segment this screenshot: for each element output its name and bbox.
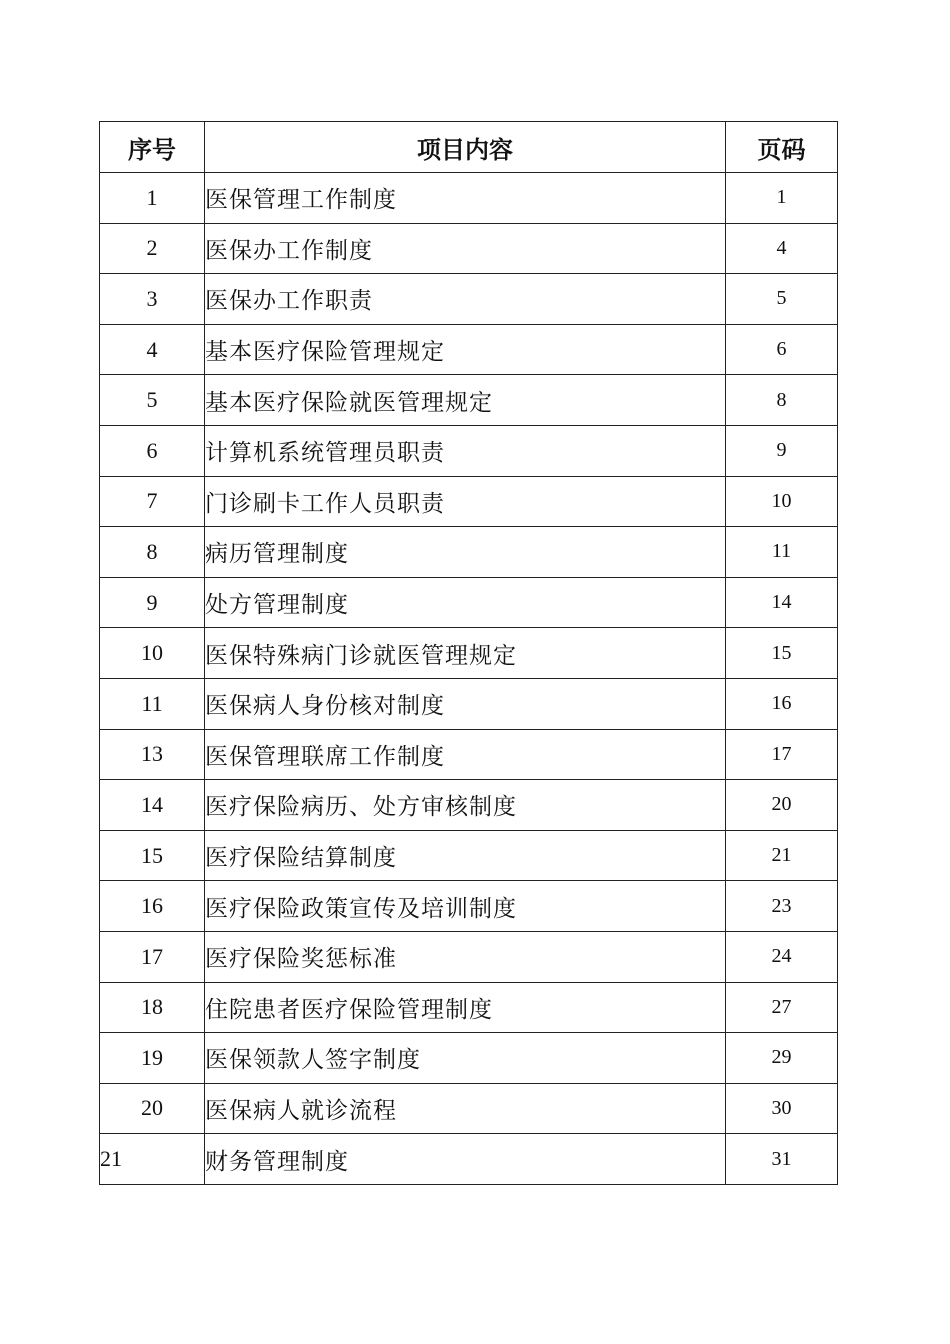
table-row (100, 628, 838, 679)
row-page: 10 (726, 476, 838, 527)
row-page: 14 (726, 577, 838, 628)
row-page: 11 (726, 527, 838, 578)
row-title: 医保领款人签字制度 (205, 1033, 726, 1084)
row-page: 8 (726, 375, 838, 426)
table-row (100, 375, 838, 426)
row-title: 基本医疗保险管理规定 (205, 324, 726, 375)
row-title: 医保病人就诊流程 (205, 1083, 726, 1134)
table-row (100, 476, 838, 527)
table-row (100, 324, 838, 375)
table-row (100, 527, 838, 578)
row-page: 27 (726, 982, 838, 1033)
row-page: 29 (726, 1033, 838, 1084)
row-page: 30 (726, 1083, 838, 1134)
table-row (100, 931, 838, 982)
row-page: 16 (726, 678, 838, 729)
row-index: 20 (100, 1083, 205, 1134)
row-index: 14 (100, 780, 205, 831)
row-index: 5 (100, 375, 205, 426)
table-row (100, 577, 838, 628)
header-page: 页码 (726, 122, 838, 173)
row-index: 19 (100, 1033, 205, 1084)
row-page: 6 (726, 324, 838, 375)
row-title: 医疗保险政策宣传及培训制度 (205, 881, 726, 932)
row-title: 医疗保险结算制度 (205, 830, 726, 881)
table-row (100, 1033, 838, 1084)
header-content: 项目内容 (205, 122, 726, 173)
row-index: 7 (100, 476, 205, 527)
row-page: 20 (726, 780, 838, 831)
row-title: 医保管理工作制度 (205, 173, 726, 224)
row-title: 处方管理制度 (205, 577, 726, 628)
row-title: 住院患者医疗保险管理制度 (205, 982, 726, 1033)
table-row (100, 1134, 838, 1185)
row-title: 基本医疗保险就医管理规定 (205, 375, 726, 426)
row-page: 24 (726, 931, 838, 982)
row-title: 病历管理制度 (205, 527, 726, 578)
row-index: 8 (100, 527, 205, 578)
table-row (100, 173, 838, 224)
row-page: 23 (726, 881, 838, 932)
row-title: 医疗保险奖惩标准 (205, 931, 726, 982)
table-row (100, 274, 838, 325)
table-row (100, 223, 838, 274)
table-row (100, 780, 838, 831)
toc-table (99, 121, 838, 1185)
row-title: 医保特殊病门诊就医管理规定 (205, 628, 726, 679)
row-index: 11 (100, 678, 205, 729)
row-index: 4 (100, 324, 205, 375)
table-row (100, 830, 838, 881)
table-row (100, 881, 838, 932)
row-title: 门诊刷卡工作人员职责 (205, 476, 726, 527)
row-index: 21 (100, 1134, 205, 1185)
row-page: 21 (726, 830, 838, 881)
table-row (100, 1083, 838, 1134)
row-page: 31 (726, 1134, 838, 1185)
table-row (100, 982, 838, 1033)
table-row (100, 425, 838, 476)
row-index: 2 (100, 223, 205, 274)
table-row (100, 729, 838, 780)
row-page: 5 (726, 274, 838, 325)
row-title: 医保病人身份核对制度 (205, 678, 726, 729)
row-page: 15 (726, 628, 838, 679)
row-title: 计算机系统管理员职责 (205, 425, 726, 476)
row-page: 9 (726, 425, 838, 476)
table-row (100, 678, 838, 729)
row-title: 医保管理联席工作制度 (205, 729, 726, 780)
row-index: 13 (100, 729, 205, 780)
row-index: 17 (100, 931, 205, 982)
row-index: 16 (100, 881, 205, 932)
row-index: 1 (100, 173, 205, 224)
toc-header-row (100, 122, 838, 173)
row-page: 1 (726, 173, 838, 224)
row-page: 4 (726, 223, 838, 274)
row-title: 医保办工作职责 (205, 274, 726, 325)
row-index: 3 (100, 274, 205, 325)
row-index: 6 (100, 425, 205, 476)
row-index: 15 (100, 830, 205, 881)
row-title: 医疗保险病历、处方审核制度 (205, 780, 726, 831)
row-title: 财务管理制度 (205, 1134, 726, 1185)
row-title: 医保办工作制度 (205, 223, 726, 274)
row-index: 9 (100, 577, 205, 628)
row-page: 17 (726, 729, 838, 780)
row-index: 18 (100, 982, 205, 1033)
row-index: 10 (100, 628, 205, 679)
header-index: 序号 (100, 122, 205, 173)
